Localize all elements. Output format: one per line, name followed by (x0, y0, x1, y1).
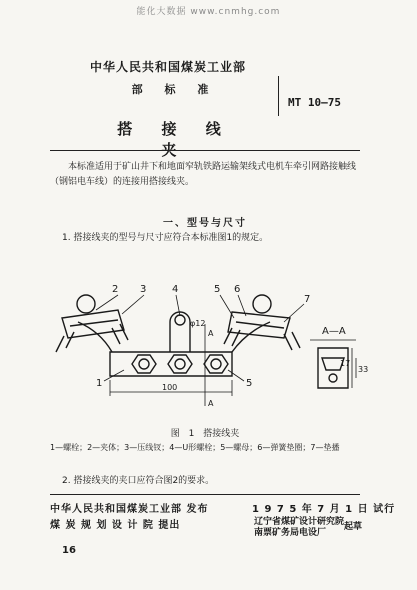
figure-label-5b: 5 (246, 378, 253, 389)
dim-length: 100 (162, 383, 178, 392)
standard-code: MT 10—75 (288, 96, 341, 109)
figure-label-3: 3 (140, 284, 147, 295)
section-title: 一、型号与尺寸 (163, 218, 247, 229)
ministry-header: 中华人民共和国煤炭工业部 (89, 60, 246, 74)
intro-paragraph: 本标准适用于矿山井下和地面窄轨铁路运输架线式电机车牵引网路接触线（钢铝电车线）的连接用搭接线夹。 (50, 162, 357, 187)
figure-label-5: 5 (214, 284, 221, 295)
figure-label-2: 2 (112, 284, 119, 295)
item-1: 1. 搭接线夹的型号与尺寸应符合本标准图1的规定。 (62, 233, 269, 243)
section-marker-top: A (208, 329, 214, 338)
page-number: 16 (62, 545, 76, 556)
standard-type: 部 标 准 (131, 83, 209, 96)
figure-label-1: 1 (96, 378, 103, 389)
footer-date: 1 9 7 5 年 7 月 1 日 试行 (252, 504, 396, 515)
figure-label-4: 4 (172, 284, 179, 295)
watermark: 能化大数据 www.cnmhg.com (136, 7, 281, 17)
dim-phi: φ12 (190, 319, 206, 328)
dim-side-33: 33 (358, 365, 369, 374)
footer-drafter-2: 南票矿务局电设厂 (254, 528, 327, 538)
footer-rule (50, 494, 360, 495)
figure-label-7: 7 (304, 294, 311, 305)
figure-1-drawing (0, 278, 417, 428)
footer-drafted: 起草 (344, 522, 363, 532)
section-marker-bottom: A (208, 399, 214, 408)
figure-label-6: 6 (234, 284, 241, 295)
footer-publisher: 中华人民共和国煤炭工业部 发布 (50, 504, 209, 515)
document-title: 搭 接 线 夹 (117, 120, 233, 159)
footer-drafter-1: 辽宁省煤矿设计研究院 (254, 517, 345, 527)
header-rule (50, 150, 360, 151)
figure-legend: 1—螺栓；2—夹体；3—压线钗；4—U形螺栓；5—螺母；6—弹簧垫圈；7—垫播 (50, 443, 340, 452)
dim-side-17: 17 (340, 359, 351, 368)
item-2: 2. 搭接线夹的夹口应符合图2的要求。 (62, 476, 215, 486)
figure-caption: 图 1 搭接线夹 (170, 429, 240, 439)
section-title: A—A (322, 326, 346, 337)
footer-proposer: 煤 炭 规 划 设 计 院 提出 (50, 520, 181, 531)
